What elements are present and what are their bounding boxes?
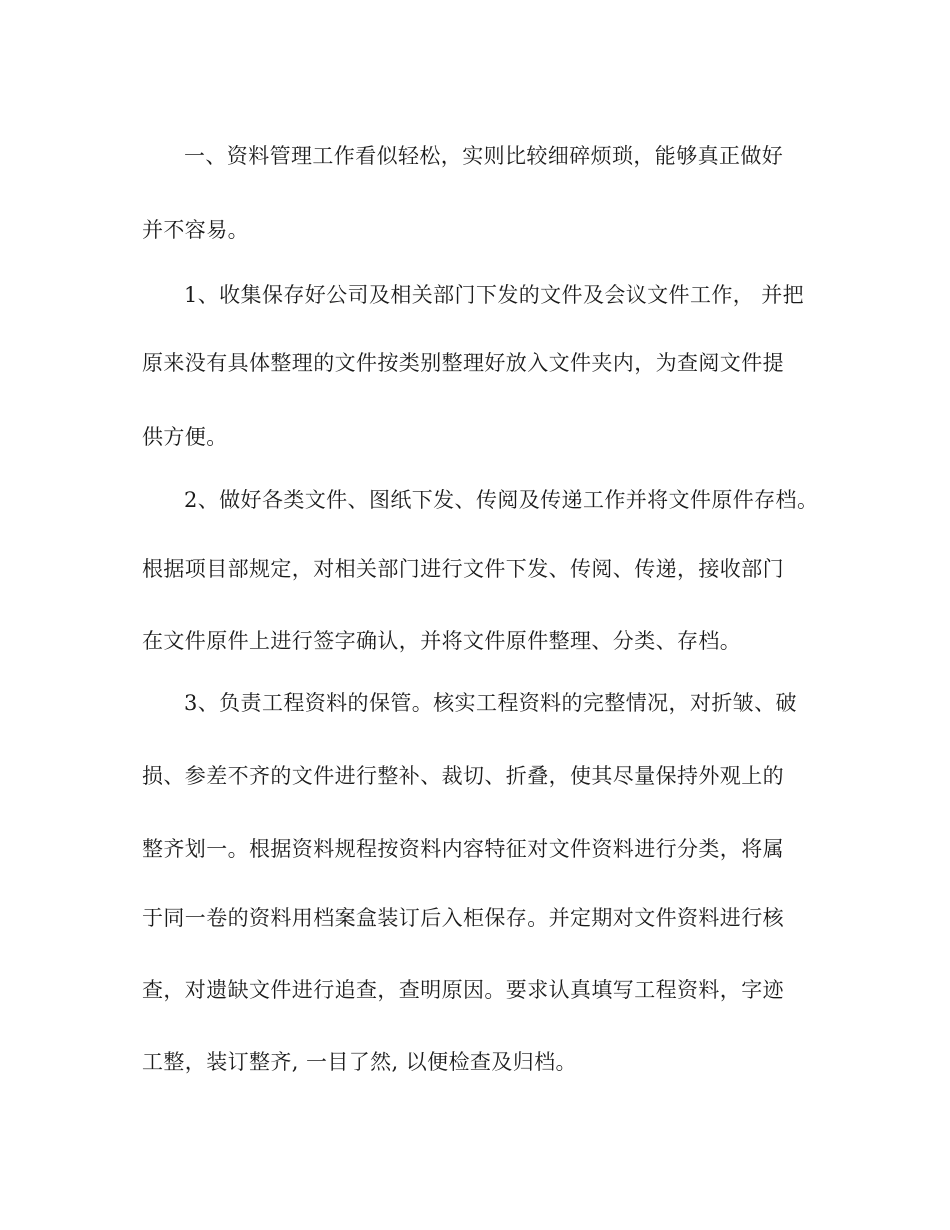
paragraph-line: 工整，装订整齐, 一目了然, 以便检查及归档。 xyxy=(142,1050,577,1074)
paragraph-line: 2、做好各类文件、图纸下发、传阅及传递工作并将文件原件存档。 xyxy=(184,488,819,512)
paragraph-line: 1、收集保存好公司及相关部门下发的文件及会议文件工作， 并把 xyxy=(184,283,805,307)
paragraph-line: 查，对遗缺文件进行追查，查明原因。要求认真填写工程资料，字迹 xyxy=(142,978,784,1002)
paragraph-line: 根据项目部规定，对相关部门进行文件下发、传阅、传递，接收部门 xyxy=(142,557,784,581)
paragraph-line: 并不容易。 xyxy=(142,218,249,242)
paragraph-heading-line: 一、资料管理工作看似轻松，实则比较细碎烦琐，能够真正做好 xyxy=(184,144,784,168)
paragraph-line: 在文件原件上进行签字确认，并将文件原件整理、分类、存档。 xyxy=(142,629,742,653)
paragraph-line: 供方便。 xyxy=(142,425,228,449)
paragraph-line: 损、参差不齐的文件进行整补、裁切、折叠，使其尽量保持外观上的 xyxy=(142,764,784,788)
paragraph-line: 于同一卷的资料用档案盒装订后入柜保存。并定期对文件资料进行核 xyxy=(142,906,784,930)
paragraph-line: 整齐划一。根据资料规程按资料内容特征对文件资料进行分类，将属 xyxy=(142,837,784,861)
paragraph-line: 原来没有具体整理的文件按类别整理好放入文件夹内，为查阅文件提 xyxy=(142,351,784,375)
paragraph-line: 3、负责工程资料的保管。核实工程资料的完整情况，对折皱、破 xyxy=(184,691,797,715)
